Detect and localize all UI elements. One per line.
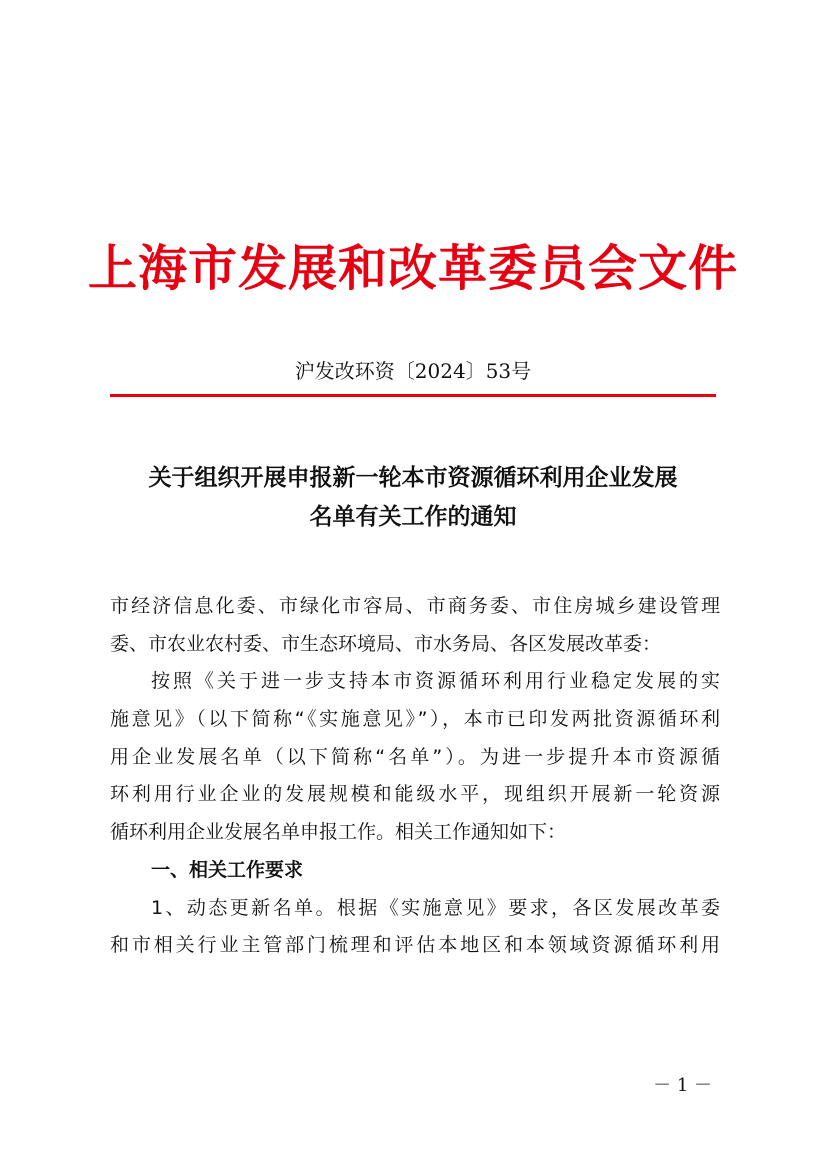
paragraph-line: 和市相关行业主管部门梳理和评估本地区和本领域资源循环利用 [110, 934, 720, 957]
addressee-line: 市经济信息化委、市绿化市容局、市商务委、市住房城乡建设管理 [110, 595, 720, 617]
document-number: 沪发改环资〔2024〕53号 [294, 359, 532, 383]
addressee-line: 委、市农业农村委、市生态环境局、市水务局、各区发展改革委： [110, 632, 662, 655]
paragraph-line: 用企业发展名单（以下简称“名单”）。为进一步提升本市资源循 [110, 745, 720, 768]
red-divider-line [110, 394, 716, 397]
paragraph-line: 1、动态更新名单。根据《实施意见》要求，各区发展改革委 [151, 896, 720, 919]
paragraph-line: 按照《关于进一步支持本市资源循环利用行业稳定发展的实 [151, 670, 720, 693]
document-body [110, 588, 720, 965]
paragraph-line: 环利用行业企业的发展规模和能级水平，现组织开展新一轮资源 [110, 783, 720, 806]
title-line-1: 关于组织开展申报新一轮本市资源循环利用企业发展 [148, 464, 678, 491]
page-number: － 1 － [653, 1075, 712, 1096]
title-line-2: 名单有关工作的通知 [309, 503, 517, 530]
paragraph-line: 循环利用企业发展名单申报工作。相关工作通知如下： [110, 821, 567, 844]
paragraph-line: 施意见》（以下简称“《实施意见》”），本市已印发两批资源循环利 [110, 708, 720, 731]
section-heading: 一、相关工作要求 [151, 858, 304, 881]
document-masthead: 上海市发展和改革委员会文件 [87, 239, 738, 297]
document-title [0, 458, 826, 536]
